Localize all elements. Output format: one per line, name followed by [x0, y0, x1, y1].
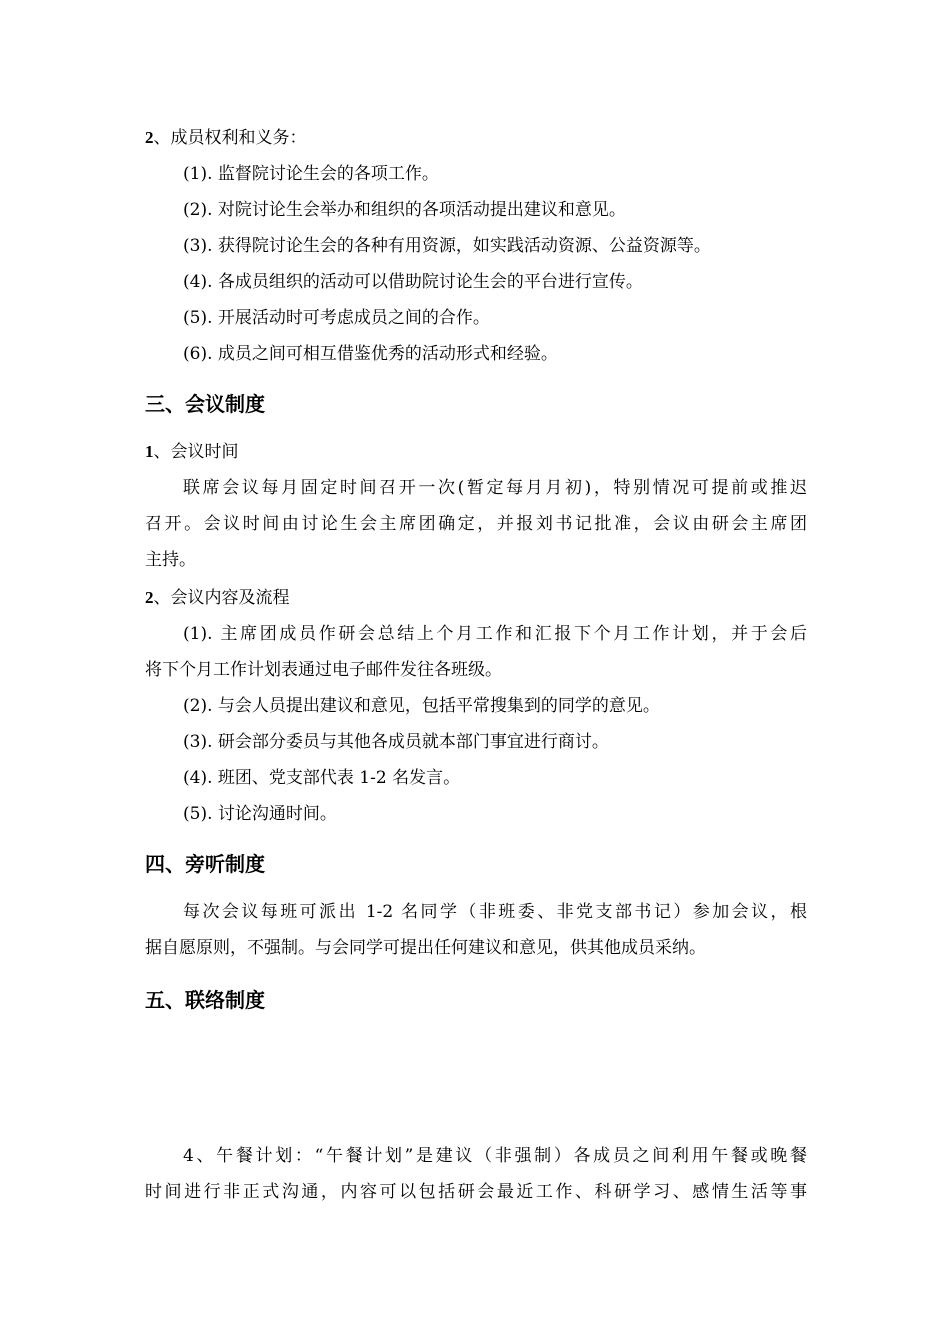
paragraph-line: 时间进行非正式沟通，内容可以包括研会最近工作、科研学习、感情生活等事 [145, 1182, 807, 1202]
list-item: (3). 获得院讨论生会的各种有用资源，如实践活动资源、公益资源等。 [183, 236, 711, 256]
list-item: (6). 成员之间可相互借鉴优秀的活动形式和经验。 [183, 344, 558, 364]
list-item: 将下个月工作计划表通过电子邮件发往各班级。 [145, 660, 502, 680]
list-item: (4). 各成员组织的活动可以借助院讨论生会的平台进行宣传。 [183, 272, 643, 292]
list-item: (1). 监督院讨论生会的各项工作。 [183, 164, 439, 184]
paragraph-line: 据自愿原则，不强制。与会同学可提出任何建议和意见，供其他成员采纳。 [145, 938, 706, 958]
paragraph-line: 每次会议每班可派出 1-2 名同学（非班委、非党支部书记）参加会议，根 [183, 902, 807, 922]
subheading-meeting-time: 1、会议时间 [145, 442, 239, 462]
paragraph-line: 4、午餐计划：“午餐计划”是建议（非强制）各成员之间利用午餐或晚餐 [183, 1146, 807, 1166]
list-item: (3). 研会部分委员与其他各成员就本部门事宜进行商讨。 [183, 732, 609, 752]
section-heading-contact: 五、联络制度 [145, 988, 265, 1012]
list-item: (2). 与会人员提出建议和意见，包括平常搜集到的同学的意见。 [183, 696, 660, 716]
list-item: (2). 对院讨论生会举办和组织的各项活动提出建议和意见。 [183, 200, 626, 220]
paragraph-line: 主持。 [145, 550, 196, 570]
list-item: (5). 讨论沟通时间。 [183, 804, 337, 824]
section-heading-audit: 四、旁听制度 [145, 852, 265, 876]
list-item: (4). 班团、党支部代表 1-2 名发言。 [183, 768, 461, 788]
subheading-member-rights: 2、成员权利和义务： [145, 128, 307, 148]
paragraph-line: 召开。会议时间由讨论生会主席团确定，并报刘书记批准，会议由研会主席团 [145, 514, 807, 534]
document-page [145, 0, 807, 1344]
section-heading-meeting: 三、会议制度 [145, 392, 265, 416]
paragraph-line: 联席会议每月固定时间召开一次(暂定每月月初)，特别情况可提前或推迟 [183, 478, 807, 498]
list-item: (1). 主席团成员作研会总结上个月工作和汇报下个月工作计划，并于会后 [183, 624, 807, 644]
list-item: (5). 开展活动时可考虑成员之间的合作。 [183, 308, 490, 328]
subheading-meeting-content: 2、会议内容及流程 [145, 588, 290, 608]
